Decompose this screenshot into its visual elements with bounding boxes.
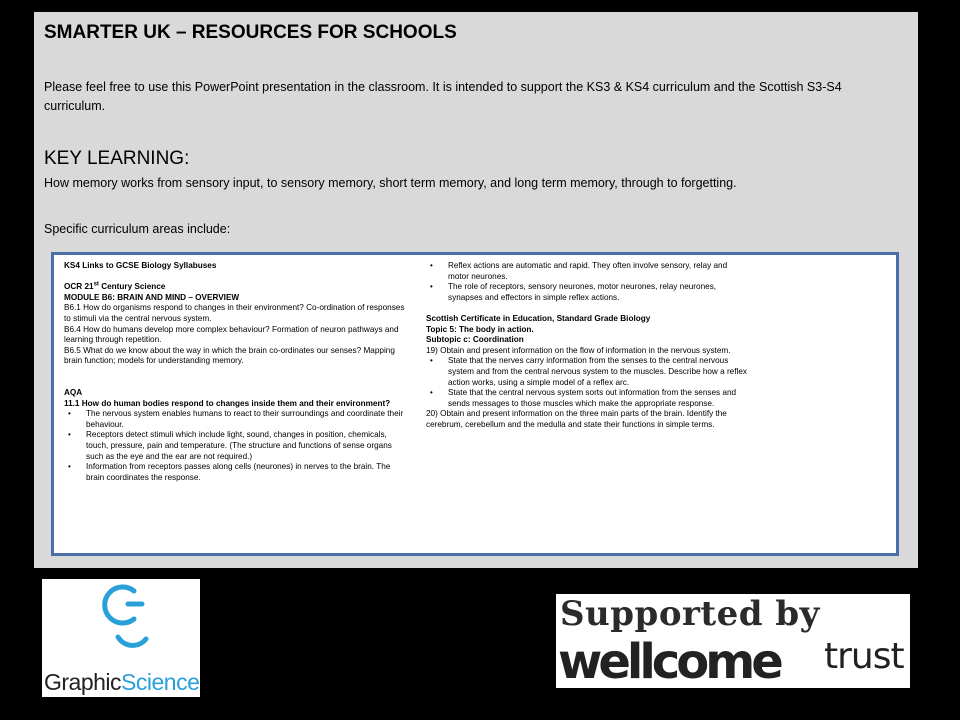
scottish-title: Scottish Certificate in Education, Standard Grade Biology	[426, 313, 651, 323]
graphic-science-mark-icon	[42, 579, 200, 669]
ocr-title: OCR 21st Century Science	[64, 281, 166, 292]
list-item: • The nervous system enables humans to react to their surroundings and coordinate their behaviour.	[86, 409, 409, 430]
ks4-heading: KS4 Links to GCSE Biology Syllabuses	[64, 261, 217, 270]
wellcome-wordmark: wellcome	[558, 634, 780, 690]
aqa-bullet-list	[64, 409, 409, 483]
intro-text: Please feel free to use this PowerPoint presentation in the classroom. It is intended to support the KS3 & KS4 curriculum and the Scottish S3-S4 curriculum.	[44, 80, 842, 113]
list-item: • The role of receptors, sensory neurones, motor neurones, relay neurones, synapses and effectors in simple reflex actions.	[448, 282, 748, 303]
curriculum-right-column	[426, 261, 748, 431]
b64-text: B6.4 How do humans develop more complex behaviour? Formation of neuron pathways and learning through repetition.	[64, 324, 399, 345]
supported-by-text: Supported by	[560, 594, 820, 634]
key-learning-heading: KEY LEARNING:	[44, 148, 190, 169]
subtopic-title: Subtopic c: Coordination	[426, 335, 524, 345]
b65-text: B6.5 What do we know about the way in which the brain co-ordinates our senses? Mapping brain function; models for understanding memory.	[64, 345, 395, 366]
trust-wordmark: trust	[824, 636, 904, 677]
topic-title: Topic 5: The body in action.	[426, 324, 534, 334]
graphic-science-wordmark: GraphicScience	[44, 669, 200, 695]
curriculum-box	[51, 252, 899, 556]
list-item: • State that the central nervous system sorts out information from the senses and sends messages to those muscles which make the appropriate response.	[448, 388, 748, 409]
curriculum-left-column	[64, 261, 409, 483]
b61-text: B6.1 How do organisms respond to changes in their environment? Co-ordination of responses to stimuli via the central nervous system.	[64, 303, 405, 323]
list-item: • State that the nerves carry information from the senses to the central nervous system and from the central nervous system to the muscles. Describe how a reflex action works, using a simple model of a reflex arc.	[448, 356, 748, 388]
slide-panel	[34, 12, 918, 568]
list-item: • Reflex actions are automatic and rapid. They often involve sensory, relay and motor neurones.	[448, 261, 748, 282]
specific-label: Specific curriculum areas include:	[44, 222, 231, 236]
list-item: • Receptors detect stimuli which include light, sound, changes in position, chemicals, touch, pressure, pain and temperature. (The structure and functions of sense organs such as the eye and the ear are not required.)	[86, 430, 409, 462]
item-19-text: 19) Obtain and present information on the flow of information in the nervous system.	[426, 345, 731, 355]
reflex-bullet-list	[426, 261, 748, 303]
aqa-title: AQA	[64, 387, 83, 397]
slide-title: SMARTER UK – RESOURCES FOR SCHOOLS	[44, 22, 457, 43]
nervous-bullet-list	[426, 356, 748, 409]
item-20-text: 20) Obtain and present information on the three main parts of the brain. Identify the cerebrum, cerebellum and the medulla and state their functions in simple terms.	[426, 409, 727, 429]
module-title: MODULE B6: BRAIN AND MIND – OVERVIEW	[64, 292, 240, 302]
list-item: • Information from receptors passes along cells (neurones) in nerves to the brain. The brain coordinates the response.	[86, 462, 409, 483]
wellcome-trust-logo	[556, 594, 910, 688]
key-learning-text: How memory works from sensory input, to sensory memory, short term memory, and long term memory, through to forgetting.	[44, 176, 737, 190]
aqa-111-title: 11.1 How do human bodies respond to changes inside them and their environment?	[64, 398, 391, 408]
graphic-science-logo	[42, 579, 200, 697]
